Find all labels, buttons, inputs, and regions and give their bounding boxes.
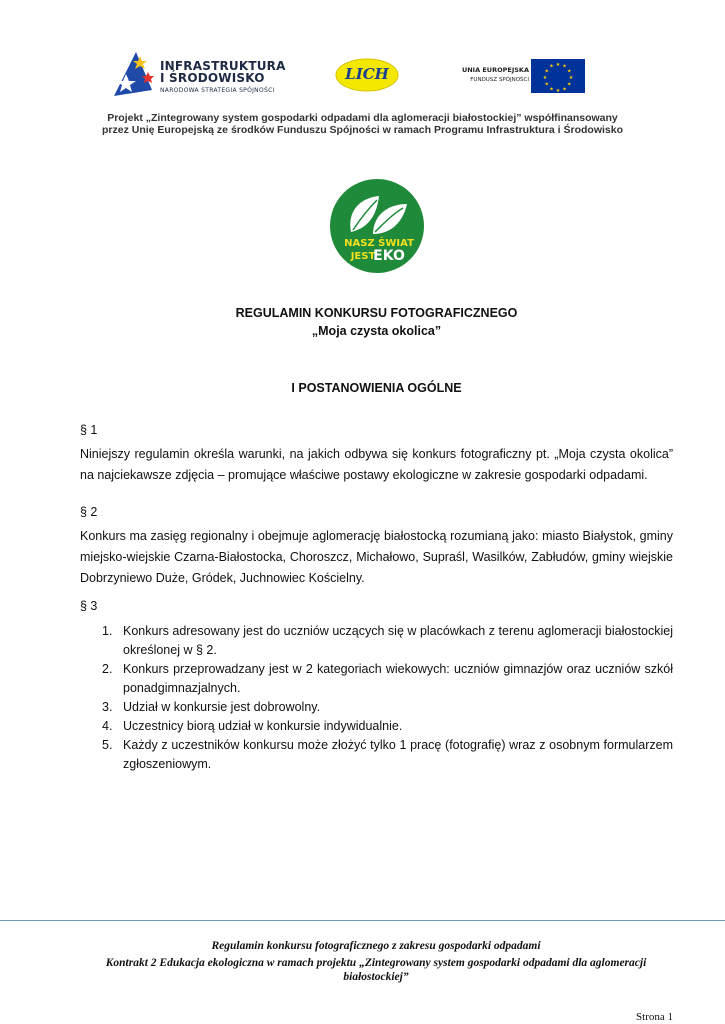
- project-line1: Projekt „Zintegrowany system gospodarki odpadami dla aglomeracji białostockiej” współfinansowany: [107, 112, 618, 124]
- footer-line1: Regulamin konkursu fotograficznego z zakresu gospodarki odpadami: [211, 940, 541, 952]
- list-item: [80, 698, 673, 717]
- list-item-text: Konkurs przeprowadzany jest w 2 kategoriach wiekowych: uczniów gimnazjów oraz uczniów szkół ponadgimnazjalnych.: [123, 662, 673, 695]
- eko-line2b: EKO: [373, 248, 405, 264]
- svg-text:★: ★: [562, 63, 567, 70]
- paragraph-1-text: Niniejszy regulamin określa warunki, na jakich odbywa się konkurs fotograficzny pt. „Moja czysta okolica” na najciekawsze zdjęcia – promujące właściwe postawy ekologiczne w zakresie gospodarki odpadami.: [80, 447, 673, 482]
- footer-line3: białostockiej”: [343, 971, 409, 983]
- eko-logo: [329, 178, 425, 274]
- list-item: [80, 736, 673, 774]
- page-number: Strona 1: [636, 1011, 673, 1023]
- svg-text:★: ★: [544, 81, 549, 88]
- list-item-text: Udział w konkursie jest dobrowolny.: [123, 700, 321, 714]
- list-item-number: 2.: [102, 662, 113, 676]
- list-item: [80, 622, 673, 660]
- list-item: [80, 717, 673, 736]
- paragraph-mark-2: § 2: [80, 505, 98, 519]
- svg-text:★: ★: [555, 88, 561, 93]
- leaves-icon: [329, 178, 425, 274]
- project-caption: [60, 112, 665, 136]
- is-logo-title: [160, 60, 300, 84]
- eu-flag-icon: [531, 59, 585, 93]
- eu-fund: FUNDUSZ SPÓJNOŚCI: [470, 77, 529, 83]
- project-line2: przez Unię Europejską ze środków Funduszu Spójności w ramach Programu Infrastruktura i Środowisko: [101, 124, 624, 136]
- footer-divider: [0, 920, 725, 921]
- footer-line2: Kontrakt 2 Edukacja ekologiczna w ramach projektu „Zintegrowany system gospodarki odpadami dla aglomeracji: [105, 957, 647, 969]
- eu-logo: [451, 57, 589, 95]
- svg-text:★: ★: [549, 63, 554, 70]
- paragraph-mark-1: § 1: [80, 423, 98, 437]
- eu-name: UNIA EUROPEJSKA: [461, 66, 529, 74]
- section-heading: I POSTANOWIENIA OGÓLNE: [291, 381, 462, 395]
- svg-text:★: ★: [567, 81, 572, 88]
- svg-text:★: ★: [562, 86, 567, 93]
- eko-line1: NASZ ŚWIAT: [344, 238, 414, 249]
- list-item-number: 1.: [102, 624, 113, 638]
- stars-emblem-icon: [108, 50, 158, 98]
- is-logo-line2: I ŚRODOWISKO: [160, 71, 265, 85]
- lich-logo: [334, 57, 400, 93]
- eko-line2a: JEST: [350, 251, 376, 262]
- paragraph-2-text: Konkurs ma zasięg regionalny i obejmuje aglomerację białostocką rozumianą jako: miasto Białystok, gminy miejsko-wiejskie Czarna-Białostocka, Choroszcz, Michałowo, Supraśl, Wasilków, Zabłudów, gminy wiejskie Dobrzyniewo Duże, Gródek, Juchnowiec Kościelny.: [80, 529, 673, 585]
- paragraph-mark-3: § 3: [80, 599, 98, 613]
- svg-text:★: ★: [568, 75, 574, 81]
- is-logo-line1: INFRASTRUKTURA: [160, 59, 286, 73]
- list-item-number: 4.: [102, 719, 113, 733]
- svg-text:★: ★: [542, 75, 548, 81]
- svg-text:★: ★: [549, 86, 554, 93]
- list-item-text: Każdy z uczestników konkursu może złożyć tylko 1 pracę (fotografię) wraz z osobnym formularzem zgłoszeniowym.: [123, 738, 673, 771]
- svg-text:★: ★: [567, 68, 572, 75]
- list-item-number: 3.: [102, 700, 113, 714]
- svg-text:★: ★: [555, 62, 561, 68]
- document-title: REGULAMIN KONKURSU FOTOGRAFICZNEGO: [235, 306, 518, 320]
- svg-text:★: ★: [544, 68, 549, 75]
- infrastruktura-srodowisko-logo: [108, 50, 288, 98]
- is-logo-subtitle: NARODOWA STRATEGIA SPÓJNOŚCI: [160, 87, 275, 94]
- list-item-number: 5.: [102, 738, 113, 752]
- list-item-text: Uczestnicy biorą udział w konkursie indywidualnie.: [123, 719, 403, 733]
- list-item: [80, 660, 673, 698]
- lich-logo-text: LICH: [345, 65, 389, 83]
- document-subtitle: „Moja czysta okolica”: [311, 324, 442, 338]
- list-item-text: Konkurs adresowany jest do uczniów uczących się w placówkach z terenu aglomeracji białostockiej określonej w § 2.: [123, 624, 673, 657]
